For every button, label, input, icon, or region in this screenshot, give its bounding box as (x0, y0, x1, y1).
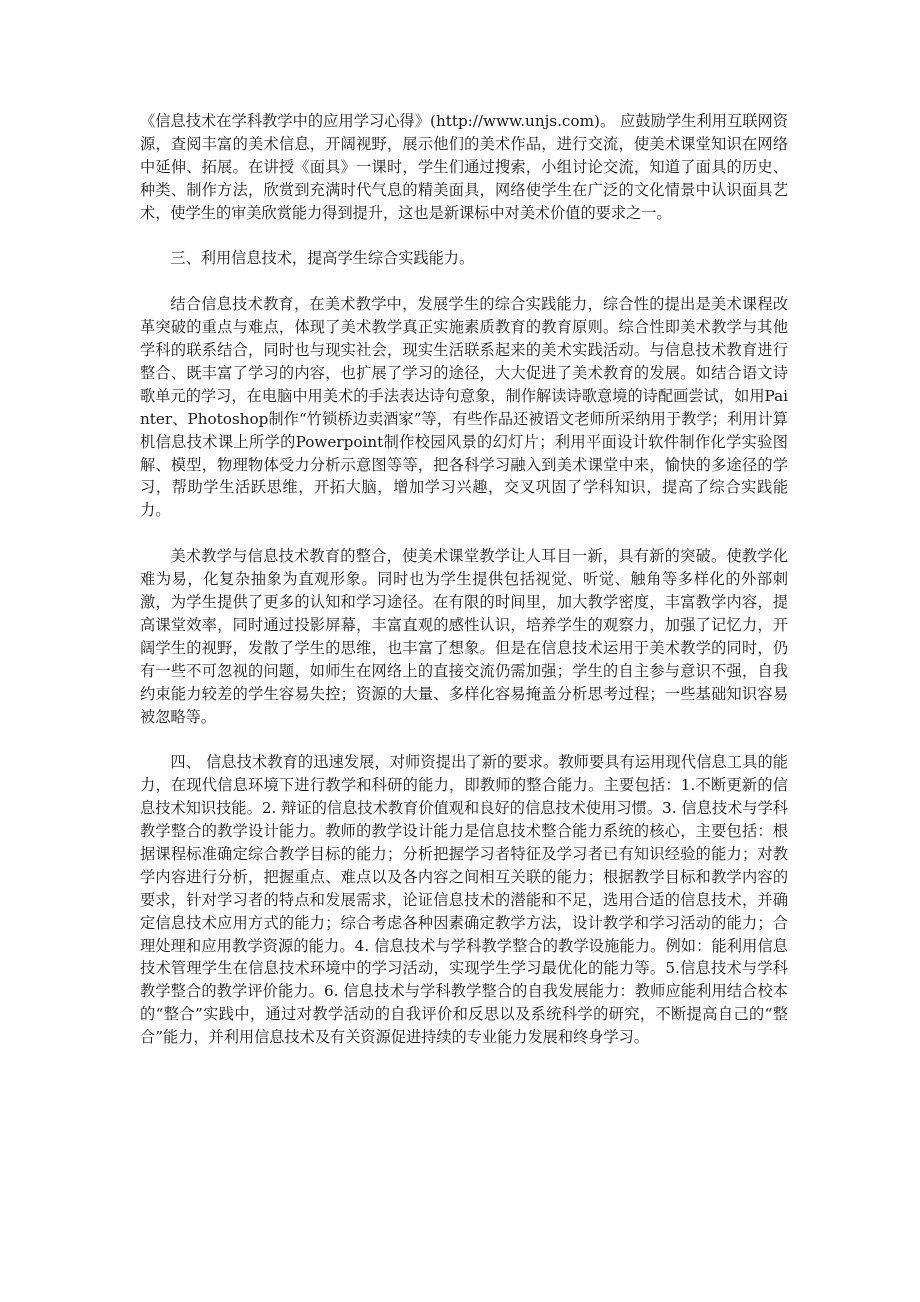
document-body (140, 110, 788, 1072)
paragraph-teacher-requirements: 四、 信息技术教育的迅速发展，对师资提出了新的要求。教师要具有运用现代信息工具的能力，在现代信息环境下进行教学和科研的能力，即教师的整合能力。主要包括：1.不断更新的信息技术知识技能。2. 辩证的信息技术教育价值观和良好的信息技术使用习惯。3. 信息技术与学科教学整合的教学设计能力。教师的教学设计能力是信息技术整合能力系统的核心，主要包括：根据课程标准确定综合教学目标的能力；分析把握学习者特征及学习者已有知识经验的能力；对教学内容进行分析，把握重点、难点以及各内容之间相互关联的能力；根据教学目标和教学内容的要求，针对学习者的特点和发展需求，论证信息技术的潜能和不足，选用合适的信息技术，并确定信息技术应用方式的能力；综合考虑各种因素确定教学方法，设计教学和学习活动的能力；合理处理和应用教学资源的能力。4. 信息技术与学科教学整合的教学设施能力。例如：能利用信息技术管理学生在信息技术环境中的学习活动，实现学生学习最优化的能力等。5.信息技术与学科教学整合的教学评价能力。6. 信息技术与学科教学整合的自我发展能力：教师应能利用结合校本的“整合”实践中，通过对教学活动的自我评价和反思以及系统科学的研究，不断提高自己的“整合”能力，并利用信息技术及有关资源促进持续的专业能力发展和终身学习。 (140, 753, 788, 1047)
paragraph-comprehensive-practice: 结合信息技术教育，在美术教学中，发展学生的综合实践能力，综合性的提出是美术课程改革突破的重点与难点，体现了美术教学真正实施素质教育的教育原则。综合性即美术教学与其他学科的联系结合，同时也与现实社会，现实生活联系起来的美术实践活动。与信息技术教育进行整合、既丰富了学习的内容，也扩展了学习的途径，大大促进了美术教育的发展。如结合语文诗歌单元的学习，在电脑中用美术的手法表达诗句意象，制作解读诗歌意境的诗配画尝试，如用Painter、Photoshop制作“竹锁桥边卖酒家”等，有些作品还被语文老师所采纳用于教学；利用计算机信息技术课上所学的Powerpoint制作校园风景的幻灯片；利用平面设计软件制作化学实验图解、模型，物理物体受力分析示意图等等，把各科学习融入到美术课堂中来，愉快的多途径的学习，帮助学生活跃思维，开拓大脑，增加学习兴趣，交叉巩固了学科知识，提高了综合实践能力。 (140, 295, 788, 520)
paragraph-intro: 《信息技术在学科教学中的应用学习心得》(http://www.unjs.com)。 应鼓励学生利用互联网资源，查阅丰富的美术信息，开阔视野，展示他们的美术作品，进行交流，使美术课堂知识在网络中延伸、拓展。在讲授《面具》一课时，学生们通过搜索，小组讨论交流，知道了面具的历史、种类、制作方法，欣赏到充满时代气息的精美面具，网络使学生在广泛的文化情景中认识面具艺术，使学生的审美欣赏能力得到提升，这也是新课标中对美术价值的要求之一。 (140, 112, 788, 222)
section-heading-three: 三、利用信息技术，提高学生综合实践能力。 (170, 249, 475, 268)
paragraph-integration-effects: 美术教学与信息技术教育的整合，使美术课堂教学让人耳目一新，具有新的突破。使教学化难为易，化复杂抽象为直观形象。同时也为学生提供包括视觉、听觉、触角等多样化的外部刺激，为学生提供了更多的认知和学习途径。在有限的时间里，加大教学密度，丰富教学内容，提高课堂效率，同时通过投影屏幕，丰富直观的感性认识，培养学生的观察力，加强了记忆力，开阔学生的视野，发散了学生的思维，也丰富了想象。但是在信息技术运用于美术教学的同时，仍有一些不可忽视的问题，如师生在网络上的直接交流仍需加强；学生的自主参与意识不强，自我约束能力较差的学生容易失控；资源的大量、多样化容易掩盖分析思考过程；一些基础知识容易被忽略等。 (140, 547, 788, 726)
